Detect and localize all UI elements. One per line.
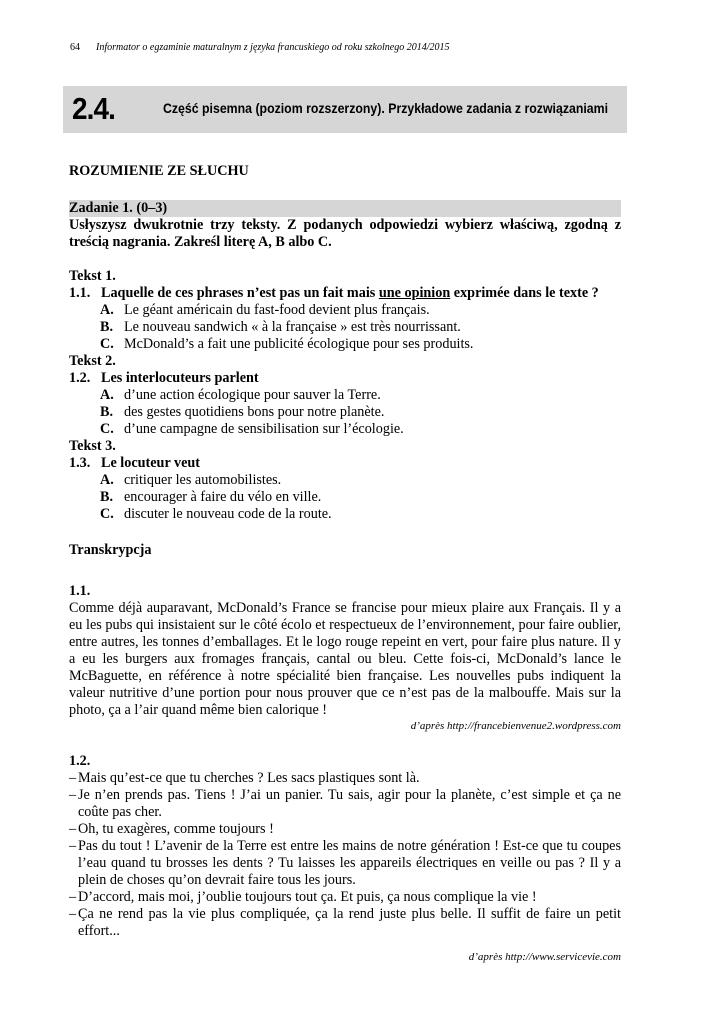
questions-block <box>69 268 621 523</box>
option-text: des gestes quotidiens bons pour notre planète. <box>124 404 385 420</box>
answer-option[interactable] <box>69 421 621 438</box>
option-letter[interactable]: C. <box>100 421 114 437</box>
dialog-text: Pas du tout ! L’avenir de la Terre est entre les mains de notre génération ! Est-ce que tu coupes l’eau quand tu brosses les dents ? Tu laisses les appareils électriques en veille ou pas ? Il y a plein de choses qu’on devrait faire tous les jours. <box>78 838 621 888</box>
answer-option[interactable] <box>69 387 621 404</box>
dialog-dash: – <box>69 838 77 854</box>
option-letter[interactable]: B. <box>100 319 114 335</box>
section-title: Część pisemna (poziom rozszerzony). Przykładowe zadania z rozwiązaniami <box>163 100 609 116</box>
option-letter[interactable]: B. <box>100 489 114 505</box>
page-number: 64 <box>70 42 80 53</box>
transcript-2-dialog <box>69 770 621 940</box>
dialog-dash: – <box>69 821 77 837</box>
option-letter[interactable]: A. <box>100 302 114 318</box>
option-letter[interactable]: B. <box>100 404 114 420</box>
answer-option[interactable] <box>69 472 621 489</box>
answer-option[interactable] <box>69 336 621 353</box>
option-letter[interactable]: A. <box>100 472 114 488</box>
dialog-line <box>69 770 621 787</box>
transcript-1-source: d’après http://francebienvenue2.wordpress.com <box>410 720 621 732</box>
dialog-line <box>69 787 621 821</box>
answer-option[interactable] <box>69 404 621 421</box>
question-number: 1.2. <box>69 370 91 386</box>
option-text: encourager à faire du vélo en ville. <box>124 489 322 505</box>
question-number: 1.1. <box>69 285 91 301</box>
question <box>69 455 621 472</box>
transcript-heading: Transkrypcja <box>69 542 152 558</box>
question <box>69 285 621 302</box>
section-band <box>63 86 627 133</box>
dialog-line <box>69 906 621 940</box>
option-text: McDonald’s a fait une publicité écologique pour ses produits. <box>124 336 474 352</box>
dialog-text: Mais qu’est-ce que tu cherches ? Les sacs plastiques sont là. <box>78 770 420 786</box>
transcript-2-source: d’après http://www.servicevie.com <box>468 951 621 963</box>
answer-option[interactable] <box>69 302 621 319</box>
question-text-part: Le locuteur veut <box>101 455 201 471</box>
question-text <box>101 285 599 302</box>
option-text: critiquer les automobilistes. <box>124 472 282 488</box>
question <box>69 370 621 387</box>
dialog-text: Je n’en prends pas. Tiens ! J’ai un panier. Tu sais, agir pour la planète, c’est simple et ça ne coûte pas cher. <box>78 787 621 820</box>
question-text <box>101 370 259 387</box>
tekst-label: Tekst 2. <box>69 353 116 369</box>
option-text: Le géant américain du fast-food devient plus français. <box>124 302 430 318</box>
dialog-text: Oh, tu exagères, comme toujours ! <box>78 821 274 837</box>
dialog-line <box>69 889 621 906</box>
dialog-dash: – <box>69 889 77 905</box>
question-text-part: exprimée dans le texte ? <box>450 285 599 301</box>
main-content <box>69 163 621 965</box>
dialog-dash: – <box>69 906 77 922</box>
running-title: Informator o egzaminie maturalnym z języka francuskiego od roku szkolnego 2014/2015 <box>96 42 450 53</box>
dialog-dash: – <box>69 770 77 786</box>
question-emphasis: une opinion <box>378 285 451 301</box>
option-letter[interactable]: A. <box>100 387 114 403</box>
answer-option[interactable] <box>69 506 621 523</box>
option-text: Le nouveau sandwich « à la française » est très nourrissant. <box>124 319 461 335</box>
tekst-label: Tekst 3. <box>69 438 116 454</box>
section-number: 2.4. <box>72 91 115 126</box>
dialog-text: Ça ne rend pas la vie plus compliquée, ça la rend juste plus belle. Il suffit de faire un petit effort... <box>78 906 621 939</box>
dialog-line <box>69 821 621 838</box>
option-text: d’une campagne de sensibilisation sur l’écologie. <box>124 421 404 437</box>
question-text-part: Les interlocuteurs parlent <box>101 370 259 386</box>
answer-option[interactable] <box>69 319 621 336</box>
option-letter[interactable]: C. <box>100 506 114 522</box>
task-instruction: Usłyszysz dwukrotnie trzy teksty. Z podanych odpowiedzi wybierz właściwą, zgodną z treścią nagrania. Zakreśl literę A, B albo C. <box>69 217 621 250</box>
page-heading: ROZUMIENIE ZE SŁUCHU <box>69 163 249 179</box>
transcript-1-text: Comme déjà auparavant, McDonald’s France se francise pour mieux plaire aux Français. Il y a eu les pubs qui insistaient sur le côté écolo et respectueux de l’environnement, pour faire oublier, entre autres, les tonnes d’emballages. Et le logo rouge repeint en vert, pour faire plus nature. Il y a eu les burgers aux fromages français, cantal ou bleu. Cette fois-ci, McDonald’s lance le McBaguette, en référence à notre spécialité bien française. Les nouvelles pubs indiquent la valeur nutritive d’une portion pour nous prouver que ce n’est pas de la malbouffe. Mais sur la photo, ça a l’air quand même bien calorique ! <box>69 600 621 718</box>
dialog-line <box>69 838 621 889</box>
running-header <box>70 42 449 53</box>
option-letter[interactable]: C. <box>100 336 114 352</box>
transcript-2-number: 1.2. <box>69 753 91 769</box>
tekst-label: Tekst 1. <box>69 268 116 284</box>
question-text <box>101 455 200 472</box>
task-label: Zadanie 1. (0–3) <box>69 200 621 217</box>
option-text: d’une action écologique pour sauver la Terre. <box>124 387 381 403</box>
transcript-1-number: 1.1. <box>69 583 91 599</box>
question-text-part: Laquelle de ces phrases n’est pas un fait mais <box>101 285 379 301</box>
dialog-text: D’accord, mais moi, j’oublie toujours tout ça. Et puis, ça nous complique la vie ! <box>78 889 537 905</box>
answer-option[interactable] <box>69 489 621 506</box>
dialog-dash: – <box>69 787 77 803</box>
option-text: discuter le nouveau code de la route. <box>124 506 332 522</box>
question-number: 1.3. <box>69 455 91 471</box>
